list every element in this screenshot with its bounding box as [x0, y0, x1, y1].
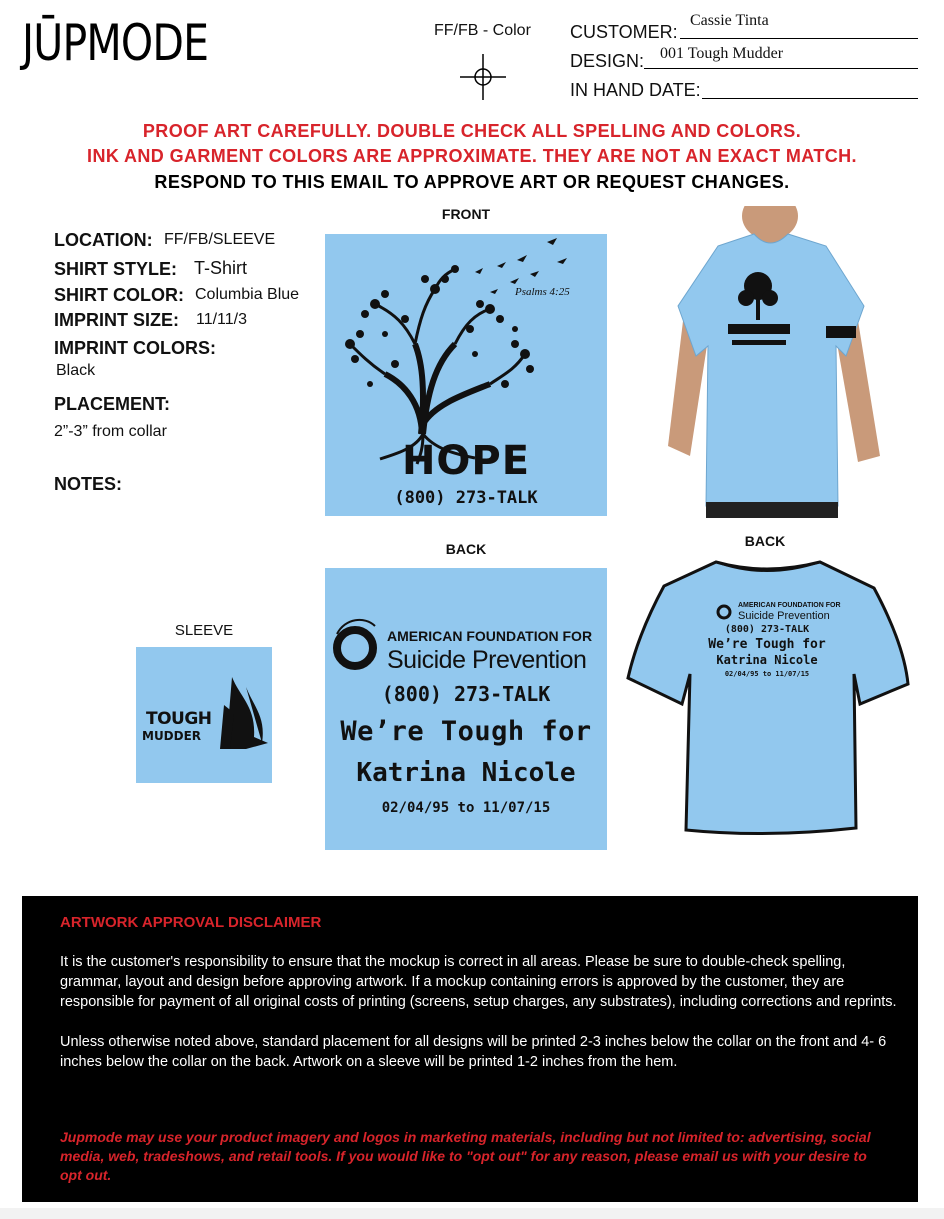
sleeve-word1: TOUGH — [146, 709, 212, 729]
front-phone: (800) 273-TALK — [394, 488, 538, 508]
sleeve-word2: MUDDER — [142, 729, 202, 743]
customer-label: CUSTOMER: — [570, 22, 678, 42]
imprint-colors-value: Black — [56, 362, 96, 379]
front-artwork — [325, 234, 607, 516]
back-mini-line1: We’re Tough for — [708, 637, 826, 652]
design-line — [644, 68, 918, 69]
imprint-size-label: IMPRINT SIZE: — [54, 310, 179, 330]
back-dates: 02/04/95 to 11/07/15 — [381, 800, 551, 816]
back-org-line2: Suicide Prevention — [387, 646, 587, 674]
in-hand-date-label: IN HAND DATE: — [570, 80, 701, 100]
design-value: 001 Tough Mudder — [660, 45, 784, 62]
location-value: FF/FB/SLEEVE — [164, 231, 276, 248]
shirt-color-label: SHIRT COLOR: — [54, 285, 184, 305]
imprint-size-value: 11/11/3 — [196, 311, 248, 328]
back-mini-org1: AMERICAN FOUNDATION FOR — [738, 602, 841, 609]
disclaimer-body — [60, 952, 900, 1092]
placement-label: PLACEMENT: — [54, 394, 170, 414]
back-mockup-heading: BACK — [744, 533, 786, 549]
back-mini-phone: (800) 273-TALK — [724, 624, 810, 635]
tshirt-back-icon — [624, 554, 910, 836]
back-mini-org2: Suicide Prevention — [738, 610, 830, 622]
back-artwork — [325, 568, 607, 850]
location-code: FF/FB - Color — [434, 22, 531, 39]
location-label: LOCATION: — [54, 230, 153, 250]
notice-approximate: INK AND GARMENT COLORS ARE APPROXIMATE. THEY ARE NOT AN EXACT MATCH. — [87, 146, 857, 166]
jupmode-logo: JŪPMODE — [22, 14, 209, 72]
customer-value: Cassie Tinta — [690, 12, 769, 29]
design-label: DESIGN: — [570, 51, 645, 71]
disclaimer-paragraph-1: It is the customer's responsibility to ensure that the mockup is correct in all areas. Please be sure to double-check spelling, grammar, layout and design before approving artwork. If a mockup containing errors is approved by the customer, they are responsible for payment of all original costs of printing (screens, setup charges, any substrates), including corrections and reprints. — [60, 954, 897, 1010]
back-mini-dates: 02/04/95 to 11/07/15 — [724, 670, 810, 678]
sleeve-heading: SLEEVE — [174, 622, 234, 639]
shirt-style-label: SHIRT STYLE: — [54, 259, 178, 279]
back-shirt-mockup — [624, 554, 910, 836]
disclaimer-title: ARTWORK APPROVAL DISCLAIMER — [60, 914, 322, 931]
front-verse: Psalms 4:25 — [515, 286, 570, 298]
back-line1: We’re Tough for — [340, 716, 592, 747]
disclaimer-marketing-notice: Jupmode may use your product imagery and logos in marketing materials, including but not limited to: advertising, social media, web, tradeshows, and retail tools. If you would like to "opt out" for any reason, please email us with your desire to opt out. — [60, 1129, 871, 1183]
back-mini-line2: Katrina Nicole — [716, 653, 818, 667]
back-phone: (800) 273-TALK — [381, 682, 551, 706]
back-line2: Katrina Nicole — [356, 758, 576, 788]
back-mini-lifebuoy-icon — [716, 602, 732, 620]
shirt-color-value: Columbia Blue — [195, 286, 300, 303]
disclaimer-paragraph-2: Unless otherwise noted above, standard placement for all designs will be printed 2-3 inches below the collar on the front and 4- 6 inches below the collar on the back. Artwork on a sleeve will be printed 1-2 inches from the hem. — [60, 1034, 887, 1070]
imprint-colors-label: IMPRINT COLORS: — [54, 338, 216, 358]
lifebuoy-logo-icon — [331, 614, 379, 672]
page-bottom-strip — [0, 1208, 944, 1219]
notice-respond: RESPOND TO THIS EMAIL TO APPROVE ART OR REQUEST CHANGES. — [154, 172, 790, 192]
customer-line — [680, 38, 918, 39]
in-hand-date-line — [702, 98, 918, 99]
front-shirt-mockup — [658, 206, 898, 518]
shirt-style-value: T-Shirt — [194, 258, 248, 278]
notes-label: NOTES: — [54, 474, 123, 494]
front-heading: FRONT — [441, 206, 491, 222]
registration-crosshair-icon — [460, 54, 506, 100]
notice-proof: PROOF ART CAREFULLY. DOUBLE CHECK ALL SPELLING AND COLORS. — [142, 121, 802, 141]
front-hope: HOPE — [401, 438, 531, 484]
sleeve-artwork — [136, 647, 272, 783]
back-org-line1: AMERICAN FOUNDATION FOR — [387, 628, 593, 644]
back-heading: BACK — [445, 541, 487, 557]
model-shirt-icon — [658, 206, 898, 518]
placement-value: 2”-3” from collar — [54, 423, 167, 440]
